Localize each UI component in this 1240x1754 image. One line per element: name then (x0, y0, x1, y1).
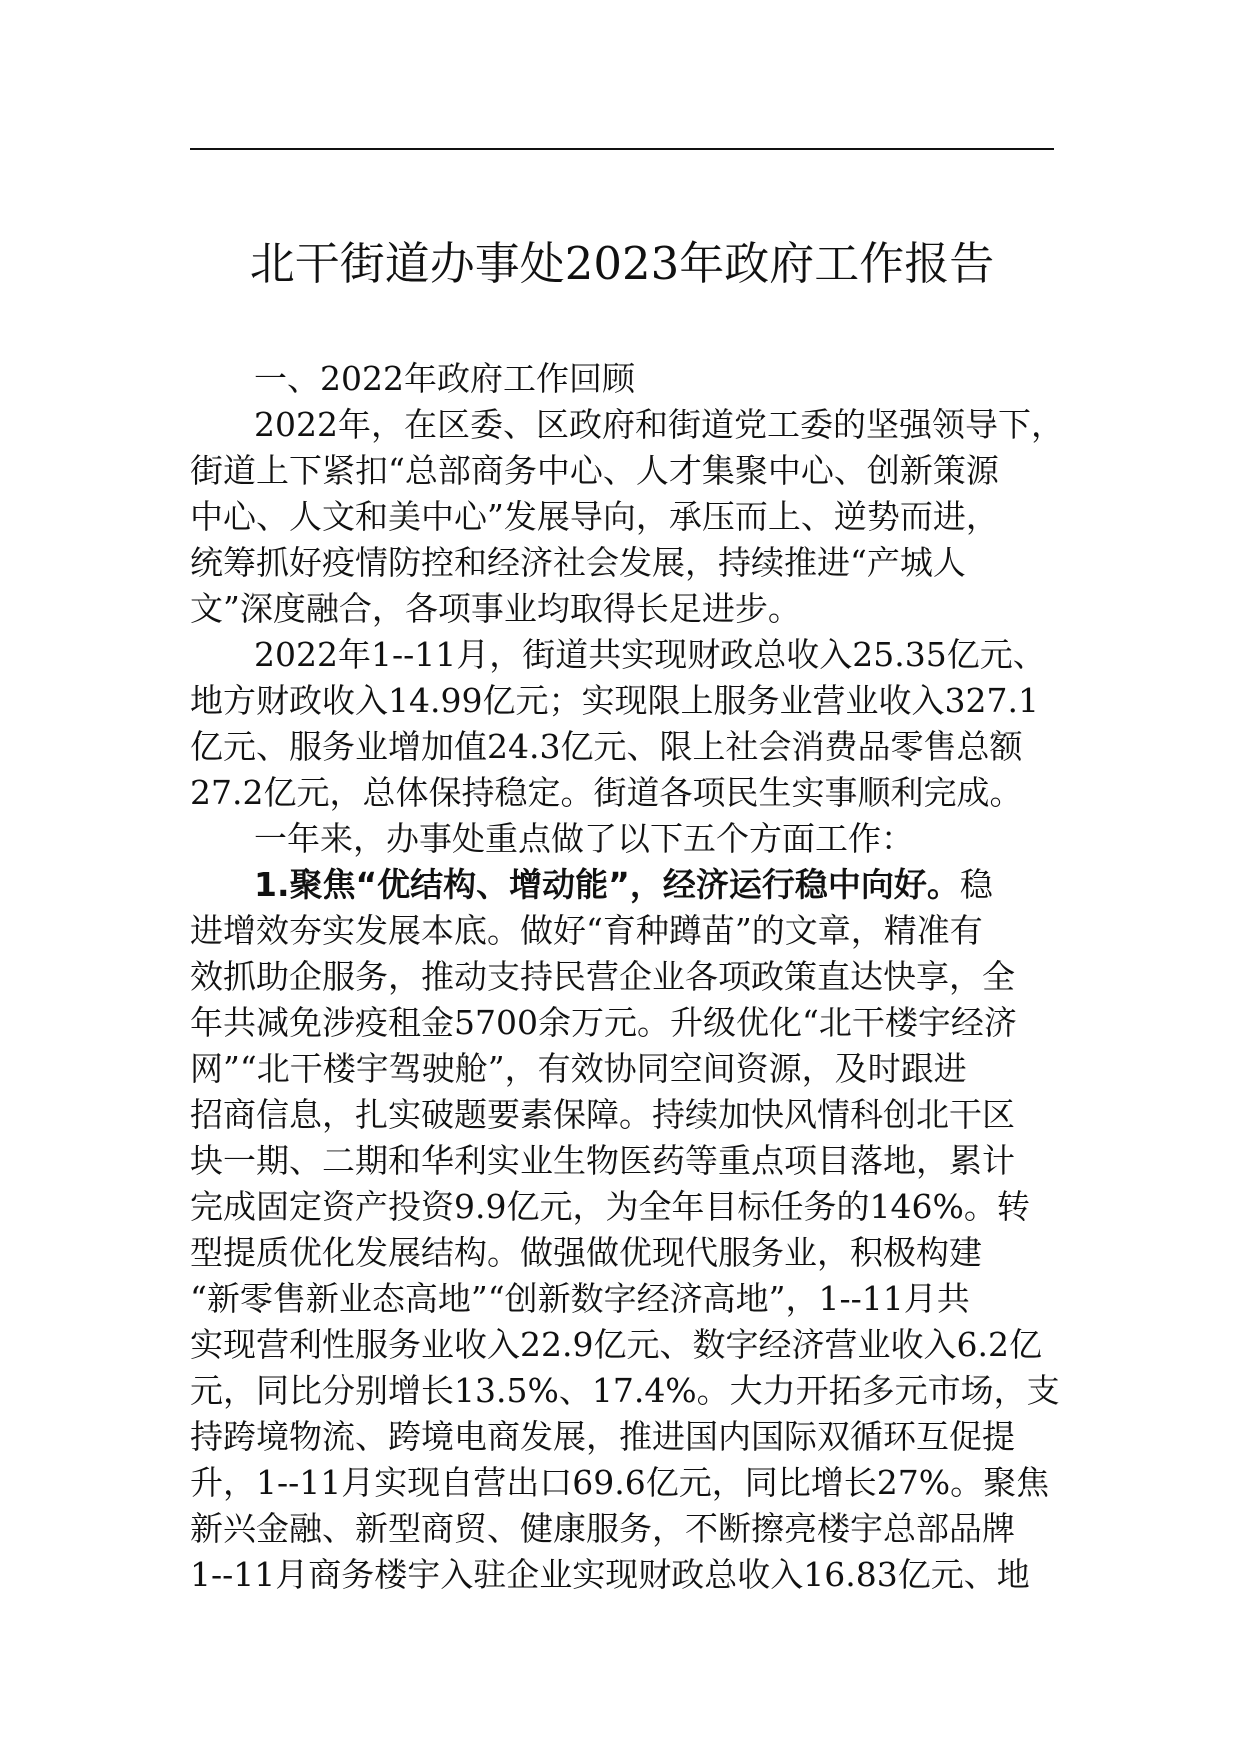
document-title: 北干街道办事处2023年政府工作报告 (249, 237, 995, 290)
paragraph-line: 进增效夯实发展本底。做好“育种蹲苗”的文章，精准有 (190, 911, 983, 950)
paragraph-line: 1--11月商务楼宇入驻企业实现财政总收入16.83亿元、地 (190, 1555, 1030, 1594)
paragraph-line: 块一期、二期和华利实业生物医药等重点项目落地，累计 (190, 1141, 1015, 1180)
paragraph-line: 2022年，在区委、区政府和街道党工委的坚强领导下， (254, 405, 1064, 444)
paragraph-line: “新零售新业态高地”“创新数字经济高地”，1--11月共 (190, 1279, 970, 1318)
paragraph-line: 27.2亿元，总体保持稳定。街道各项民生实事顺利完成。 (190, 773, 1023, 812)
paragraph-line: 完成固定资产投资9.9亿元，为全年目标任务的146%。转 (190, 1187, 1030, 1226)
paragraph-line: 元，同比分别增长13.5%、17.4%。大力开拓多元市场，支 (190, 1371, 1060, 1410)
paragraph-line: 中心、人文和美中心”发展导向，承压而上、逆势而进， (190, 497, 999, 536)
paragraph-line: 街道上下紧扣“总部商务中心、人才集聚中心、创新策源 (190, 451, 999, 490)
paragraph-line: 实现营利性服务业收入22.9亿元、数字经济营业收入6.2亿 (190, 1325, 1042, 1364)
paragraph-line: 亿元、服务业增加值24.3亿元、限上社会消费品零售总额 (190, 727, 1023, 766)
paragraph-line: 统筹抓好疫情防控和经济社会发展，持续推进“产城人 (190, 543, 966, 582)
paragraph-line: 网”“北干楼宇驾驶舱”，有效协同空间资源，及时跟进 (190, 1049, 967, 1088)
header-rule (190, 148, 1054, 150)
paragraph-line: 地方财政收入14.99亿元；实现限上服务业营业收入327.1 (190, 681, 1039, 720)
paragraph-line: 2022年1--11月，街道共实现财政总收入25.35亿元、 (254, 635, 1046, 674)
paragraph-text: 稳 (959, 865, 993, 904)
paragraph-line: 招商信息，扎实破题要素保障。持续加快风情科创北干区 (190, 1095, 1015, 1134)
paragraph-line: 持跨境物流、跨境电商发展，推进国内国际双循环互促提 (190, 1417, 1015, 1456)
paragraph-line: 新兴金融、新型商贸、健康服务，不断擦亮楼宇总部品牌 (190, 1509, 1015, 1548)
numbered-item-line (254, 861, 1054, 909)
paragraph-line: 升，1--11月实现自营出口69.6亿元，同比增长27%。聚焦 (190, 1463, 1050, 1502)
numbered-item-heading: 1.聚焦“优结构、增动能”，经济运行稳中向好。 (254, 865, 960, 904)
paragraph-line: 效抓助企服务，推动支持民营企业各项政策直达快享，全 (190, 957, 1015, 996)
paragraph-line: 文”深度融合，各项事业均取得长足进步。 (190, 589, 801, 628)
paragraph-line: 年共减免涉疫租金5700余万元。升级优化“北干楼宇经济 (190, 1003, 1017, 1042)
paragraph-line: 一年来，办事处重点做了以下五个方面工作： (254, 819, 914, 858)
paragraph-line: 型提质优化发展结构。做强做优现代服务业，积极构建 (190, 1233, 982, 1272)
section-heading: 一、2022年政府工作回顾 (254, 359, 635, 398)
